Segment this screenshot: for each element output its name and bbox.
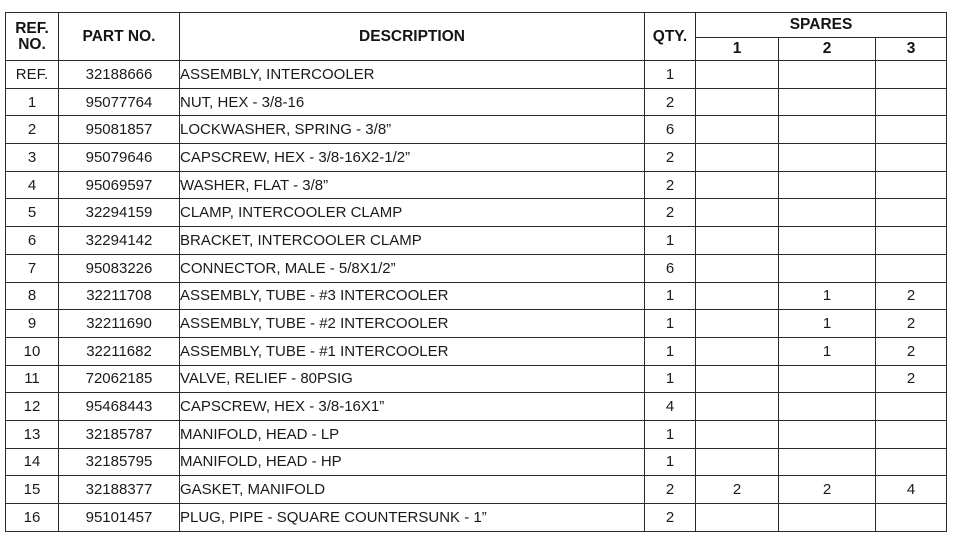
description-cell: ASSEMBLY, TUBE - #1 INTERCOOLER [180,337,645,365]
ref-cell: 6 [6,227,59,255]
part-no-cell: 32188666 [59,61,180,89]
qty-cell: 1 [645,365,696,393]
spares-1-cell [696,393,779,421]
spares-1-cell [696,116,779,144]
ref-cell: 15 [6,476,59,504]
description-cell: ASSEMBLY, TUBE - #3 INTERCOOLER [180,282,645,310]
part-no-cell: 95069597 [59,171,180,199]
table-row [6,116,947,144]
ref-cell: 13 [6,420,59,448]
spares-2-cell: 1 [779,310,876,338]
description-cell: CLAMP, INTERCOOLER CLAMP [180,199,645,227]
spares-1-cell [696,88,779,116]
ref-cell: 2 [6,116,59,144]
spares-3-cell [876,504,947,532]
ref-cell: 11 [6,365,59,393]
parts-list-sheet [5,12,946,532]
spares-2-cell [779,88,876,116]
spares-3-cell [876,171,947,199]
spares-3-cell [876,199,947,227]
qty-cell: 6 [645,254,696,282]
part-no-cell: 32185795 [59,448,180,476]
qty-cell: 1 [645,61,696,89]
description-cell: GASKET, MANIFOLD [180,476,645,504]
spares-3-cell [876,88,947,116]
ref-cell: 12 [6,393,59,421]
spares-2-cell [779,171,876,199]
ref-cell: 16 [6,504,59,532]
spares-col-3-header: 3 [876,38,947,61]
spares-1-cell [696,199,779,227]
qty-cell: 2 [645,476,696,504]
qty-cell: 1 [645,337,696,365]
spares-2-cell [779,254,876,282]
qty-cell: 1 [645,282,696,310]
part-no-cell: 95077764 [59,88,180,116]
part-no-cell: 32211708 [59,282,180,310]
description-cell: CAPSCREW, HEX - 3/8-16X2-1/2” [180,144,645,172]
table-row [6,282,947,310]
spares-3-cell: 2 [876,310,947,338]
spares-2-cell [779,448,876,476]
spares-1-cell [696,420,779,448]
part-no-cell: 32294142 [59,227,180,255]
ref-cell: 9 [6,310,59,338]
spares-1-cell [696,171,779,199]
description-cell: WASHER, FLAT - 3/8” [180,171,645,199]
spares-2-cell [779,227,876,255]
table-row [6,88,947,116]
description-cell: VALVE, RELIEF - 80PSIG [180,365,645,393]
qty-cell: 2 [645,199,696,227]
spares-3-cell [876,393,947,421]
qty-cell: 1 [645,420,696,448]
spares-1-cell [696,310,779,338]
description-cell: ASSEMBLY, INTERCOOLER [180,61,645,89]
spares-3-cell [876,227,947,255]
table-body [6,61,947,532]
ref-cell: 8 [6,282,59,310]
description-cell: LOCKWASHER, SPRING - 3/8” [180,116,645,144]
table-header [6,13,947,61]
spares-2-cell [779,61,876,89]
table-row [6,227,947,255]
ref-cell: 7 [6,254,59,282]
spares-2-cell [779,393,876,421]
qty-cell: 2 [645,171,696,199]
ref-cell: 10 [6,337,59,365]
table-row [6,420,947,448]
spares-2-cell [779,144,876,172]
table-row [6,171,947,199]
table-row [6,310,947,338]
ref-cell: 3 [6,144,59,172]
ref-cell: 1 [6,88,59,116]
spares-3-cell: 2 [876,337,947,365]
qty-cell: 1 [645,227,696,255]
spares-2-cell [779,199,876,227]
part-no-cell: 95079646 [59,144,180,172]
table-row [6,393,947,421]
spares-2-cell [779,504,876,532]
table-row [6,448,947,476]
qty-cell: 1 [645,310,696,338]
table-row [6,337,947,365]
spares-1-cell [696,365,779,393]
table-row [6,476,947,504]
spares-1-cell [696,282,779,310]
part-no-cell: 95083226 [59,254,180,282]
description-cell: ASSEMBLY, TUBE - #2 INTERCOOLER [180,310,645,338]
table-row [6,199,947,227]
qty-cell: 2 [645,144,696,172]
spares-3-cell [876,144,947,172]
spares-3-cell: 2 [876,365,947,393]
qty-cell: 4 [645,393,696,421]
part-no-cell: 32211690 [59,310,180,338]
qty-header: QTY. [645,13,696,61]
spares-1-cell [696,144,779,172]
description-cell: CONNECTOR, MALE - 5/8X1/2” [180,254,645,282]
part-no-cell: 32188377 [59,476,180,504]
part-no-header: PART NO. [59,13,180,61]
ref-no-header: REF. NO. [6,13,59,61]
qty-cell: 2 [645,504,696,532]
spares-2-cell [779,116,876,144]
table-row [6,61,947,89]
ref-cell: 5 [6,199,59,227]
ref-cell: 14 [6,448,59,476]
spares-2-cell: 1 [779,337,876,365]
spares-col-2-header: 2 [779,38,876,61]
spares-2-cell: 2 [779,476,876,504]
spares-1-cell: 2 [696,476,779,504]
spares-1-cell [696,448,779,476]
spares-1-cell [696,254,779,282]
spares-col-1-header: 1 [696,38,779,61]
ref-cell: 4 [6,171,59,199]
part-no-cell: 72062185 [59,365,180,393]
spares-3-cell: 2 [876,282,947,310]
spares-3-cell [876,61,947,89]
description-cell: NUT, HEX - 3/8-16 [180,88,645,116]
spares-2-cell [779,420,876,448]
spares-3-cell [876,254,947,282]
spares-3-cell [876,448,947,476]
qty-cell: 1 [645,448,696,476]
part-no-cell: 95101457 [59,504,180,532]
part-no-cell: 95081857 [59,116,180,144]
spares-2-cell [779,365,876,393]
description-cell: MANIFOLD, HEAD - LP [180,420,645,448]
qty-cell: 2 [645,88,696,116]
description-header: DESCRIPTION [180,13,645,61]
ref-cell: REF. [6,61,59,89]
spares-1-cell [696,337,779,365]
spares-header: SPARES [696,13,947,38]
spares-1-cell [696,227,779,255]
spares-1-cell [696,504,779,532]
description-cell: PLUG, PIPE - SQUARE COUNTERSUNK - 1” [180,504,645,532]
table-row [6,144,947,172]
table-row [6,504,947,532]
part-no-cell: 32211682 [59,337,180,365]
description-cell: CAPSCREW, HEX - 3/8-16X1” [180,393,645,421]
spares-3-cell [876,116,947,144]
spares-3-cell [876,420,947,448]
qty-cell: 6 [645,116,696,144]
description-cell: MANIFOLD, HEAD - HP [180,448,645,476]
spares-2-cell: 1 [779,282,876,310]
parts-table [5,12,947,532]
part-no-cell: 95468443 [59,393,180,421]
spares-3-cell: 4 [876,476,947,504]
table-row [6,254,947,282]
spares-1-cell [696,61,779,89]
description-cell: BRACKET, INTERCOOLER CLAMP [180,227,645,255]
part-no-cell: 32185787 [59,420,180,448]
part-no-cell: 32294159 [59,199,180,227]
table-row [6,365,947,393]
